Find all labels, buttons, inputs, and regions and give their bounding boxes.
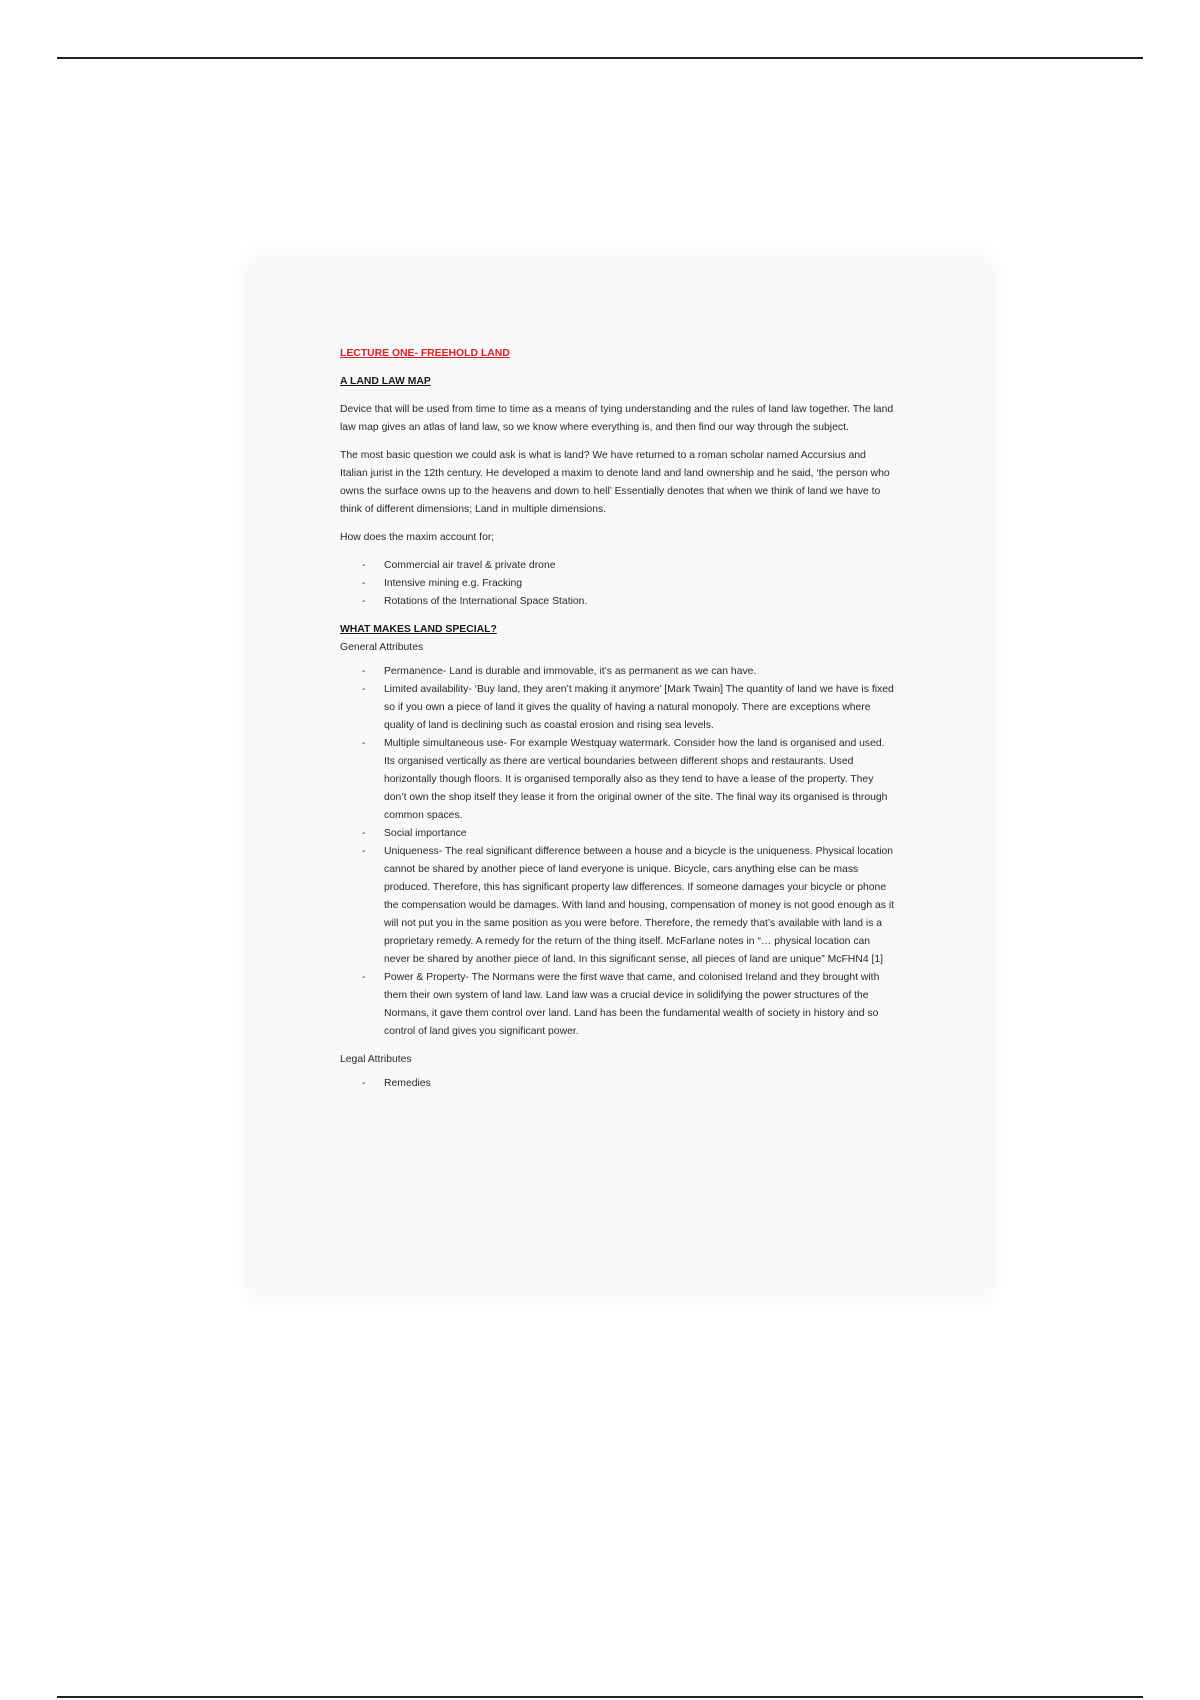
list-item: - Commercial air travel & private drone	[362, 560, 556, 571]
legal-attributes-label: Legal Attributes	[340, 1054, 412, 1065]
heading-what-makes-land-special: WHAT MAKES LAND SPECIAL?	[340, 624, 497, 635]
list-item: - Limited availability- ‘Buy land, they aren’t making it anymore’ [Mark Twain] The quantity of land we have is fixed so if you own a piece of land it gives the quality of having a natural monopoly. There are exceptions where quality of land is declining such as coastal erosion and rising sea levels.	[362, 684, 894, 731]
general-attributes-label: General Attributes	[340, 642, 424, 653]
paragraph-land-law-map: Device that will be used from time to time as a means of tying understanding and the rules of land law together. The land law map gives an atlas of land law, so we know where everything is, and then find our way through the subject.	[340, 404, 894, 433]
list-item: - Social importance	[362, 828, 467, 839]
document-body	[340, 345, 895, 1103]
list-item: - Power & Property- The Normans were the first wave that came, and colonised Ireland and they brought with them their own system of land law. Land law was a crucial device in solidifying the power structures of the Normans, it gave them control over land. Land has been the fundamental wealth of society in history and so control of land gives you significant power.	[362, 972, 880, 1037]
list-item: - Permanence- Land is durable and immovable, it’s as permanent as we can have.	[362, 666, 757, 677]
top-rule	[57, 57, 1143, 59]
legal-attributes-list	[340, 1075, 895, 1093]
paragraph-maxim-question: How does the maxim account for;	[340, 532, 495, 543]
list-item: - Multiple simultaneous use- For example Westquay watermark. Consider how the land is organised and used. Its organised vertically as there are vertical boundaries between different shops and restaurants. Used horizontally though floors. It is organised temporally also as they tend to have a lease of the property. They don’t own the shop itself they lease it from the original owner of the site. The final way its organised is through common spaces.	[362, 738, 888, 821]
document-title: LECTURE ONE- FREEHOLD LAND	[340, 348, 510, 359]
bottom-rule	[57, 1696, 1143, 1698]
heading-land-law-map: A LAND LAW MAP	[340, 376, 431, 387]
list-item: - Intensive mining e.g. Fracking	[362, 578, 523, 589]
maxim-list	[340, 557, 895, 611]
list-item: - Rotations of the International Space Station.	[362, 596, 588, 607]
list-item: - Remedies	[362, 1078, 431, 1089]
list-item: - Uniqueness- The real significant difference between a house and a bicycle is the uniqueness. Physical location cannot be shared by another piece of land everyone is unique. Bicycle, cars anything else can be mass produced. Therefore, this has significant property law differences. If someone damages your bicycle or phone the compensation would be damages. With land and housing, compensation of money is not good enough as it will not put you in the same position as you were before. Therefore, the remedy that’s available with land is a proprietary remedy. A remedy for the return of the thing itself. McFarlane notes in “… physical location can never be shared by another piece of land. In this significant sense, all pieces of land are unique” McFHN4 [1]	[362, 846, 895, 965]
paragraph-what-is-land: The most basic question we could ask is what is land? We have returned to a roman scholar named Accursius and Italian jurist in the 12th century. He developed a maxim to denote land and land ownership and he said, ‘the person who owns the surface owns up to the heavens and down to hell’ Essentially denotes that when we think of land we have to think of different dimensions; Land in multiple dimensions.	[340, 450, 890, 515]
general-attributes-list	[340, 663, 895, 1041]
